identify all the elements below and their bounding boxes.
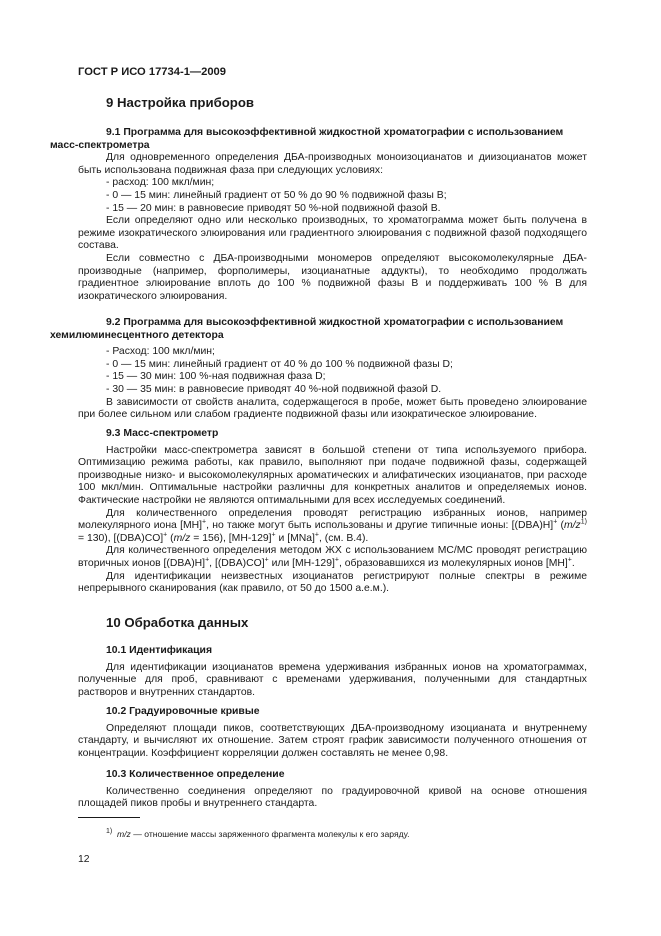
paragraph: Если совместно с ДБА-производными мономеров определяют высокомолекулярные ДБА-производные (например, форполимеры, изоцианатные аддукты), то необходимо продолжать градиентное элюирование вплоть до 100 % подвижной фазы В и поддерживать 100 % В для изократического элюирования. (78, 252, 587, 302)
subsection-10-3-title: 10.3 Количественное определение (106, 769, 285, 780)
list-item: - Расход: 100 мкл/мин; (106, 346, 215, 358)
document-header: ГОСТ Р ИСО 17734-1—2009 (78, 66, 226, 78)
subsection-9-1-title: 9.1 Программа для высокоэффективной жидкостной хроматографии с использованием масс-спектрометра (50, 127, 564, 151)
section-10-3 (78, 769, 587, 811)
page-number: 12 (78, 854, 90, 865)
subsection-9-3-title: 9.3 Масс-спектрометр (106, 428, 219, 439)
paragraph: Настройки масс-спектрометра зависят в большой степени от типа используемого прибора. Оптимизацию режима работы, как правило, выполняют при подаче подвижной фазы, содержащей производные низко- и высокомолекулярных ароматических и алифатических изоцианатов, при расходе 100 мкл/мин. Оптимальные настройки различны для конкретных аналитов и определяемых ионов. Фактические настройки не являются оптимальными для всех исследуемых соединений. (78, 444, 587, 506)
paragraph: Для идентификации неизвестных изоцианатов регистрируют полные спектры в режиме непрерывного сканирования (как правило, от 50 до 1500 а.е.м.). (78, 570, 587, 595)
list-item: - 30 — 35 мин: в равновесие приводят 40 %-ной подвижной фазой D. (106, 383, 442, 395)
footnote: $^{1)}$ m/z — отношение массы заряженного фрагмента молекулы к его заряду. (106, 828, 410, 839)
section-10-2 (78, 706, 587, 760)
subsection-10-2-title: 10.2 Градуировочные кривые (106, 706, 260, 717)
footnote-divider (78, 817, 140, 818)
paragraph: Для одновременного определения ДБА-производных моноизоцианатов и диизоцианатов может быть использована подвижная фаза при следующих условиях: (78, 152, 587, 176)
paragraph: В зависимости от свойств аналита, содержащегося в пробе, может быть проведено элюирование при более сильном или слабом градиенте подвижной фазы или изократическое элюирование. (78, 396, 587, 421)
subsection-10-1-title: 10.1 Идентификация (106, 645, 213, 656)
list-item: - 0 — 15 мин: линейный градиент от 40 % до 100 % подвижной фазы D; (106, 358, 453, 370)
paragraph: Для количественного определения проводят регистрацию избранных ионов, например молекулярного иона [MH]+, но также могут быть использованы и другие типичные ионы: [(DBA)H]+ $(m/z^{1)} = 130)$, [(DBA)CO]+ (m/z = 156), [MH-129]+ и [MNa]+, (см. В.4). (78, 507, 587, 544)
list-item: - 0 — 15 мин: линейный градиент от 50 % до 90 % подвижной фазы В; (106, 189, 447, 201)
section-9-2 (50, 317, 587, 422)
paragraph: Если определяют одно или несколько производных, то хроматограмма может быть получена в режиме изократического элюирования или градиентного элюирования с подвижной фазой подходящего состава. (78, 215, 587, 252)
section-10-1 (78, 645, 587, 699)
section-9-1 (50, 127, 587, 303)
section-9-3 (78, 428, 587, 596)
paragraph: Количественно соединения определяют по градуировочной кривой на основе отношения площадей пиков пробы и внутреннего стандарта. (78, 785, 587, 810)
section-9-title: 9 Настройка приборов (106, 95, 255, 110)
subsection-9-2-title: 9.2 Программа для высокоэффективной жидкостной хроматографии с использованием хемилюминесцентного детектора (50, 317, 564, 341)
list-item: - 15 — 20 мин: в равновесие приводят 50 %-ной подвижной фазой В. (106, 202, 441, 214)
paragraph: Для идентификации изоцианатов времена удерживания избранных ионов на хроматограммах, полученные для проб, сравнивают с временами удерживания, полученными для стандартных растворов и внутренних стандартов. (78, 661, 587, 698)
paragraph: Для количественного определения методом ЖХ с использованием МС/МС проводят регистрацию вторичных ионов [(DBA)H]+, [(DBA)CO]+ или [MH-129]+, образовавшихся из молекулярных ионов [MH]+. (78, 545, 587, 569)
section-10-title: 10 Обработка данных (106, 615, 249, 630)
list-item: - 15 — 30 мин: 100 %-ная подвижная фаза D; (106, 371, 326, 383)
list-item: - расход: 100 мкл/мин; (106, 177, 215, 189)
paragraph: Определяют площади пиков, соответствующих ДБА-производному изоцианата и внутреннему стандарту, и вычисляют их отношение. Затем строят график зависимости полученного отношения от концентрации. Коэффициент корреляции должен составлять не менее 0,98. (78, 722, 587, 759)
